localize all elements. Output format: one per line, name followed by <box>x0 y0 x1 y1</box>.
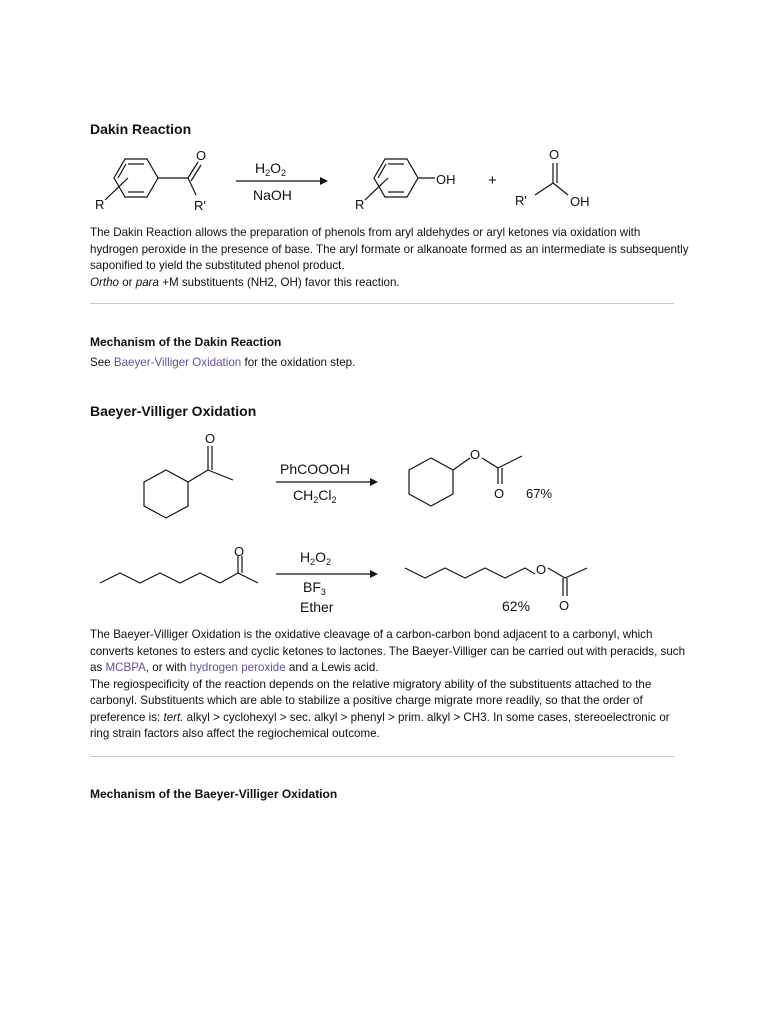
svg-text:CH2Cl2: $CH_2Cl_2$ <box>293 487 337 505</box>
mcbpa-link[interactable]: MCBPA <box>105 661 146 674</box>
svg-text:O: O <box>536 562 547 577</box>
bv-reactant2 <box>100 544 258 583</box>
dakin-plus: + <box>488 172 497 189</box>
svg-text:O: O <box>494 486 505 501</box>
bv-product1 <box>409 447 552 506</box>
svg-text:O: O <box>549 147 560 162</box>
divider <box>90 303 674 304</box>
svg-text:O: O <box>234 544 245 559</box>
bv-para1: The Baeyer-Villiger Oxidation is the oxidative cleavage of a carbon-carbon bond adjacent to a carbonyl, which converts ketones to esters and cyclic ketones to lactones. The Baeyer-Villiger can be carried out with peracids, such as MCBPA, or with hydrogen peroxide and a Lewis acid. <box>90 628 686 674</box>
dakin-phenol <box>355 159 456 212</box>
dakin-acid <box>515 147 590 209</box>
bv-product2 <box>405 562 587 614</box>
dakin-o-label: O <box>196 148 207 163</box>
bv-description <box>90 627 690 743</box>
dakin-r-left: R <box>95 197 105 212</box>
svg-text:BF3: $BF_3$ <box>303 579 326 597</box>
svg-text:Ether: Ether <box>300 599 334 615</box>
bv-reactant1 <box>144 431 233 518</box>
dakin-oh-label: OH <box>436 172 456 187</box>
bv-reagents1 <box>276 461 378 505</box>
svg-text:H2O2: $H_2O_2$ <box>255 160 287 178</box>
dakin-description <box>90 225 690 291</box>
bv-mechanism-title: Mechanism of the Baeyer-Villiger Oxidation <box>90 787 338 801</box>
bv-para2: The regiospecificity of the reaction depends on the relative migratory ability of the substituents attached to the carbonyl. Substituents which are able to stabilize a positive charge migrate more readily, so that the order of preference is: tert. alkyl > cyclohexyl > sec. alkyl > phenyl > prim. alkyl > CH3. In some cases, stereoelectronic or ring strain factors also affect the regiochemical outcome. <box>90 677 670 740</box>
divider <box>90 756 674 757</box>
dakin-r-prime: R' <box>194 198 206 213</box>
bv-yield1: 67% <box>526 486 553 501</box>
svg-text:R: R <box>355 197 365 212</box>
hydrogen-peroxide-link[interactable]: hydrogen peroxide <box>189 661 286 674</box>
svg-text:O: O <box>205 431 216 446</box>
dakin-reagents <box>236 160 328 203</box>
dakin-mechanism-title: Mechanism of the Dakin Reaction <box>90 335 282 349</box>
dakin-title: Dakin Reaction <box>90 121 192 137</box>
bv-yield2: 62% <box>502 598 531 614</box>
svg-text:PhCOOOH: PhCOOOH <box>280 461 351 477</box>
dakin-see-line: See Baeyer-Villiger Oxidation for the oxidation step. <box>90 356 356 369</box>
svg-text:O: O <box>470 447 481 462</box>
dakin-aryl-ketone <box>95 148 206 213</box>
dakin-scheme <box>90 145 630 220</box>
svg-text:OH: OH <box>570 194 590 209</box>
dakin-reagent-naoh: NaOH <box>253 187 292 203</box>
bv-title: Baeyer-Villiger Oxidation <box>90 403 257 419</box>
dakin-para1: The Dakin Reaction allows the preparation of phenols from aryl aldehydes or aryl ketones via oxidation with hydrogen peroxide in the presence of base. The aryl formate or alkanoate formed as an intermediate is subsequently saponified to yield the substituted phenol product. <box>90 226 689 272</box>
dakin-para2: Ortho or para +M substituents (NH2, OH) favor this reaction. <box>90 275 400 289</box>
svg-text:O: O <box>559 598 570 613</box>
svg-text:H2O2: $H_2O_2$ <box>300 549 332 567</box>
bv-reagents2 <box>276 549 378 615</box>
baeyer-villiger-link[interactable]: Baeyer-Villiger Oxidation <box>113 356 242 369</box>
svg-text:R': R' <box>515 193 527 208</box>
bv-schemes <box>90 428 610 628</box>
